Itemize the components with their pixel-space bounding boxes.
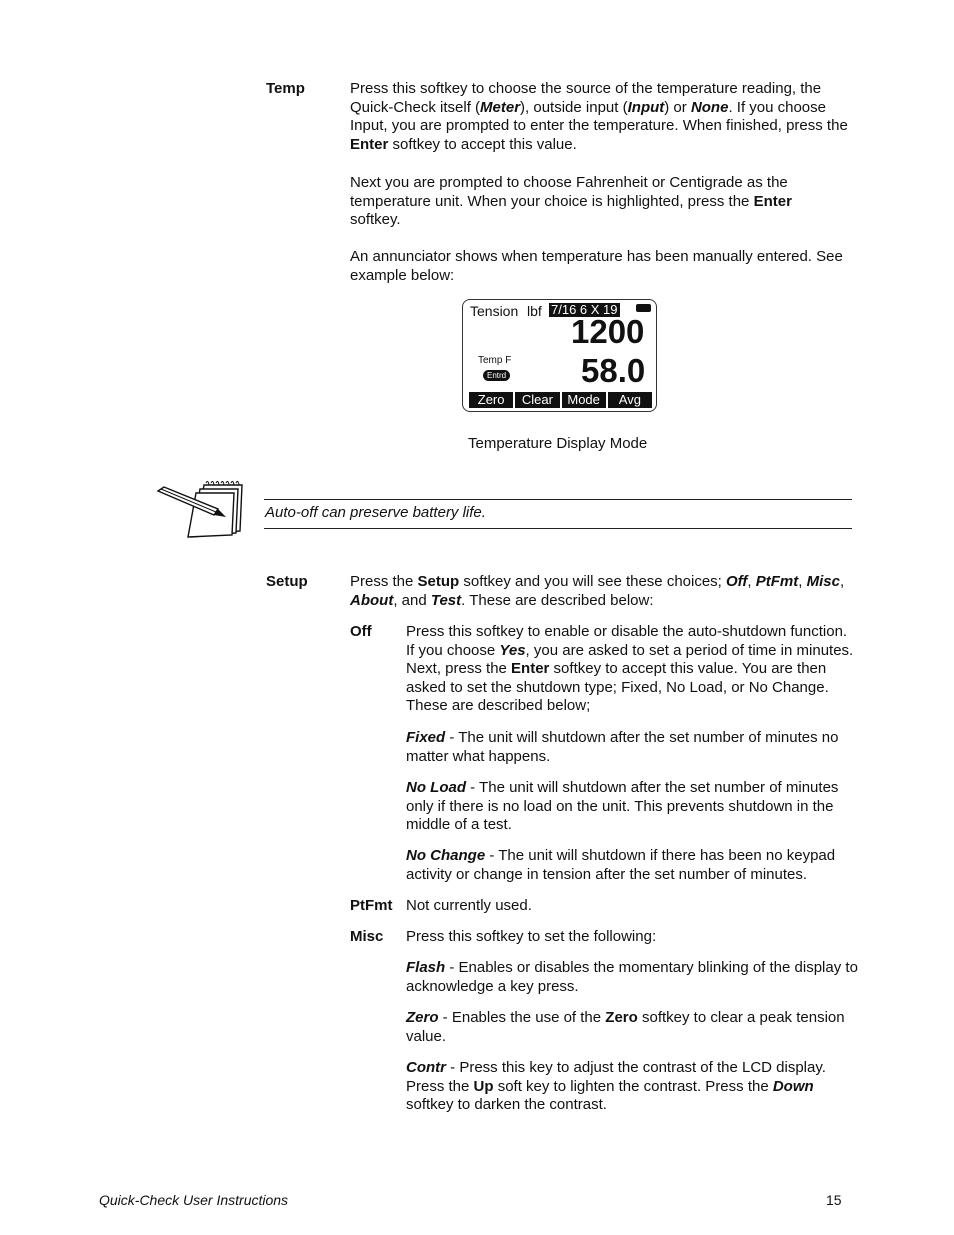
off-no-change: No Change - The unit will shutdown if there has been no keypad activity or change in tension after the set number of minutes. — [406, 847, 836, 883]
softkey-mode: Mode — [562, 392, 606, 408]
misc-contr: Contr - Press this key to adjust the contrast of the LCD display. Press the Up soft key to lighten the contrast. Press the Down softkey to darken the contrast. — [406, 1059, 826, 1114]
page-number: 15 — [826, 1192, 842, 1208]
display-cable-size: 7/16 6 X 19 — [551, 302, 618, 317]
softkey-zero: Zero — [469, 392, 513, 408]
off-no-load: No Load - The unit will shutdown after the set number of minutes only if there is no load on the unit. This prevents shutdown in the middle of a test. — [406, 779, 839, 834]
temp-paragraph-1: Press this softkey to choose the source of the temperature reading, the Quick-Check itself (Meter), outside input (Input) or None. If you choose Input, you are prompted to enter the temperature. When finished, press the Enter softkey to accept this value. — [350, 80, 848, 153]
temp-paragraph-3: An annunciator shows when temperature has been manually entered. See example below: — [350, 248, 843, 284]
ptfmt-text: Not currently used. — [406, 897, 532, 914]
off-paragraph: Press this softkey to enable or disable the auto-shutdown function. If you choose Yes, you are asked to set a period of time in minutes. Next, press the Enter softkey to accept this value. You are then asked to set the shutdown type; Fixed, No Load, or No Change. These are described below; — [406, 623, 854, 715]
misc-intro: Press this softkey to set the following: — [406, 928, 657, 945]
note-text: Auto-off can preserve battery life. — [265, 504, 486, 521]
note-top-rule — [264, 499, 852, 500]
temp-paragraph-2: Next you are prompted to choose Fahrenheit or Centigrade as the temperature unit. When your choice is highlighted, press the Enter softkey. — [350, 174, 792, 229]
display-temp-label: Temp F — [478, 355, 512, 366]
display-mode-label: Tension — [470, 303, 519, 319]
display-temp-value: 58.0 — [581, 352, 646, 389]
temp-term: Temp — [266, 80, 305, 97]
lcd-display — [462, 299, 657, 412]
misc-term: Misc — [350, 928, 384, 945]
note-bottom-rule — [264, 528, 852, 529]
setup-intro: Press the Setup softkey and you will see these choices; Off, PtFmt, Misc, About, and Test. These are described below: — [350, 573, 845, 609]
entered-annunciator-badge: Entrd — [483, 370, 510, 381]
footer-title: Quick-Check User Instructions — [99, 1192, 289, 1208]
off-term: Off — [350, 623, 372, 640]
misc-zero: Zero - Enables the use of the Zero softkey to clear a peak tension value. — [406, 1009, 845, 1045]
misc-flash: Flash - Enables or disables the momentary blinking of the display to acknowledge a key press. — [406, 959, 858, 995]
softkey-clear: Clear — [515, 392, 559, 408]
display-softkeys — [469, 392, 652, 408]
display-unit: lbf — [527, 303, 542, 319]
display-caption: Temperature Display Mode — [468, 435, 648, 452]
notepad-pencil-icon — [156, 479, 244, 539]
off-fixed: Fixed - The unit will shutdown after the set number of minutes no matter what happens. — [406, 729, 839, 765]
setup-term: Setup — [266, 573, 308, 590]
softkey-avg: Avg — [608, 392, 652, 408]
battery-icon — [636, 304, 651, 312]
display-tension-reading: 1200 — [571, 313, 645, 350]
ptfmt-term: PtFmt — [350, 897, 393, 914]
